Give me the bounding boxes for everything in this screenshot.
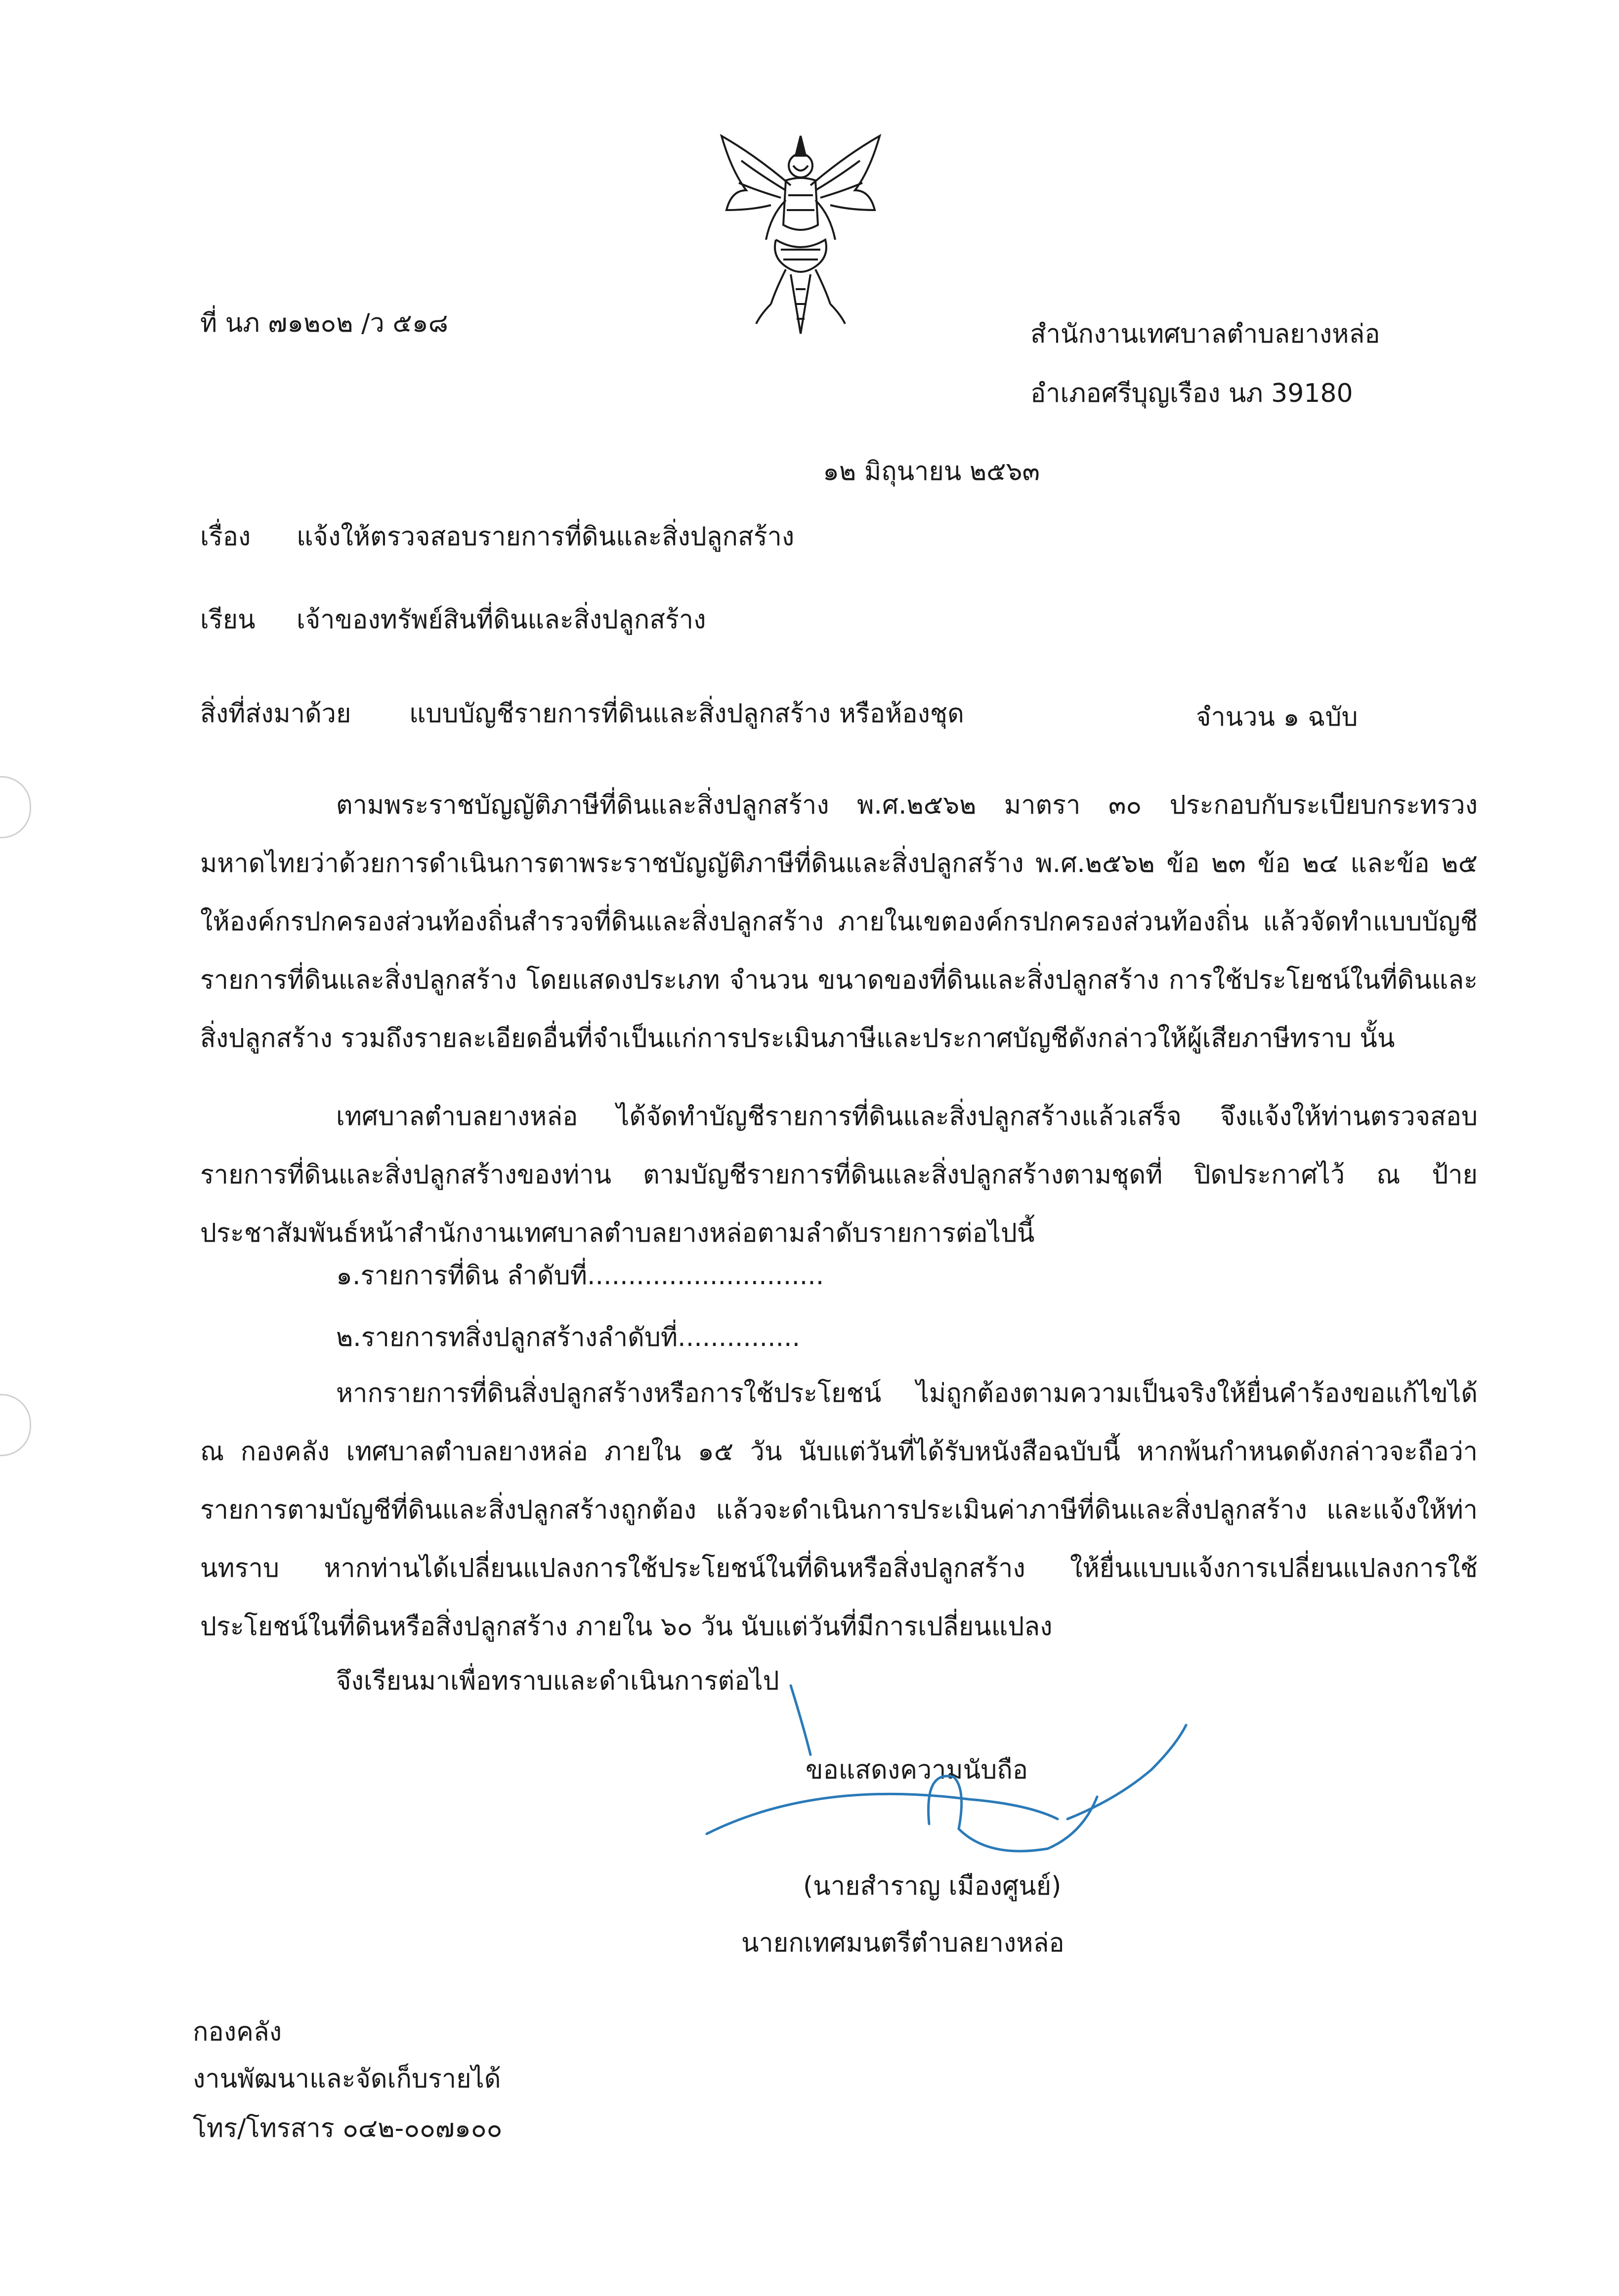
salutation: ขอแสดงความนับถือ bbox=[806, 1755, 1028, 1785]
subject-text: แจ้งให้ตรวจสอบรายการที่ดินและสิ่งปลูกสร้าง bbox=[297, 522, 795, 552]
closing-line: จึงเรียนมาเพื่อทราบและดำเนินการต่อไป bbox=[336, 1666, 779, 1696]
garuda-emblem bbox=[712, 126, 890, 344]
office-address-line2: อำเภอศรีบุญเรือง นภ 39180 bbox=[1030, 379, 1353, 408]
punch-hole-bottom bbox=[0, 1394, 31, 1456]
recipient-label: เรียน bbox=[200, 605, 256, 635]
office-address-line1: สำนักงานเทศบาลตำบลยางหล่อ bbox=[1030, 319, 1380, 349]
subject-label: เรื่อง bbox=[200, 522, 251, 552]
handwritten-signature bbox=[692, 1671, 1236, 1878]
body-paragraph-1: ตามพระราชบัญญัติภาษีที่ดินและสิ่งปลูกสร้าง พ.ศ.๒๕๖๒ มาตรา ๓๐ ประกอบกับระเบียบกระทรวงมหาดไทยว่าด้วยการดำเนินการตาพระราชบัญญัติภาษีที่ดินและสิ่งปลูกสร้าง พ.ศ.๒๕๖๒ ข้อ ๒๓ ข้อ ๒๔ และข้อ ๒๕ ให้องค์กรปกครองส่วนท้องถิ่นสำรวจที่ดินและสิ่งปลูกสร้าง ภายในเขตองค์กรปกครองส่วนท้องถิ่น แล้วจัดทำแบบบัญชีรายการที่ดินและสิ่งปลูกสร้าง โดยแสดงประเภท จำนวน ขนาดของที่ดินและสิ่งปลูกสร้าง การใช้ประโยชน์ในที่ดินและสิ่งปลูกสร้าง รวมถึงรายละเอียดอื่นที่จำเป็นแก่การประเมินภาษีและประกาศบัญชีดังกล่าวให้ผู้เสียภาษีทราบ นั้น bbox=[200, 790, 1478, 1053]
enclosure-count: จำนวน ๑ ฉบับ bbox=[1196, 702, 1358, 732]
footer-unit: งานพัฒนาและจัดเก็บรายได้ bbox=[193, 2064, 501, 2094]
list-item-land: ๑.รายการที่ดิน ลำดับที่............................. bbox=[336, 1261, 824, 1291]
body-paragraph-3: หากรายการที่ดินสิ่งปลูกสร้างหรือการใช้ประโยชน์ ไม่ถูกต้องตามความเป็นจริงให้ยื่นคำร้องขอแก้ไขได้ ณ กองคลัง เทศบาลตำบลยางหล่อ ภายใน ๑๕ วัน นับแต่วันที่ได้รับหนังสือฉบับนี้ หากพ้นกำหนดดังกล่าวจะถือว่ารายการตามบัญชีที่ดินและสิ่งปลูกสร้างถูกต้อง แล้วจะดำเนินการประเมินค่าภาษีที่ดินและสิ่งปลูกสร้าง และแจ้งให้ท่านทราบ หากท่านได้เปลี่ยนแปลงการใช้ประโยชน์ในที่ดินหรือสิ่งปลูกสร้าง ให้ยื่นแบบแจ้งการเปลี่ยนแปลงการใช้ประโยชน์ในที่ดินหรือสิ่งปลูกสร้าง ภายใน ๖๐ วัน นับแต่วันที่มีการเปลี่ยนแปลง bbox=[200, 1379, 1478, 1642]
letter-date: ๑๒ มิถุนายน ๒๕๖๓ bbox=[823, 457, 1040, 486]
signer-name: (นายสำราญ เมืองศูนย์) bbox=[803, 1871, 1062, 1901]
reference-number: ที่ นภ ๗๑๒๐๒ /ว ๕๑๘ bbox=[200, 308, 448, 338]
enclosure-label: สิ่งที่ส่งมาด้วย bbox=[200, 699, 351, 729]
punch-hole-top bbox=[0, 776, 31, 838]
signer-title: นายกเทศมนตรีตำบลยางหล่อ bbox=[741, 1928, 1065, 1958]
enclosure-text: แบบบัญชีรายการที่ดินและสิ่งปลูกสร้าง หรือห้องชุด bbox=[409, 699, 964, 729]
footer-phone: โทร/โทรสาร ๐๔๒-๐๐๗๑๐๐ bbox=[193, 2114, 503, 2143]
body-paragraph-2: เทศบาลตำบลยางหล่อ ได้จัดทำบัญชีรายการที่ดินและสิ่งปลูกสร้างแล้วเสร็จ จึงแจ้งให้ท่านตรวจสอบรายการที่ดินและสิ่งปลูกสร้างของท่าน ตามบัญชีรายการที่ดินและสิ่งปลูกสร้างตามชุดที่ ปิดประกาศไว้ ณ ป้ายประชาสัมพันธ์หน้าสำนักงานเทศบาลตำบลยางหล่อตามลำดับรายการต่อไปนี้ bbox=[200, 1102, 1478, 1248]
list-item-building: ๒.รายการทสิ่งปลูกสร้างลำดับที่............... bbox=[336, 1323, 801, 1352]
recipient-text: เจ้าของทรัพย์สินที่ดินและสิ่งปลูกสร้าง bbox=[297, 605, 706, 635]
footer-department: กองคลัง bbox=[193, 2017, 282, 2047]
